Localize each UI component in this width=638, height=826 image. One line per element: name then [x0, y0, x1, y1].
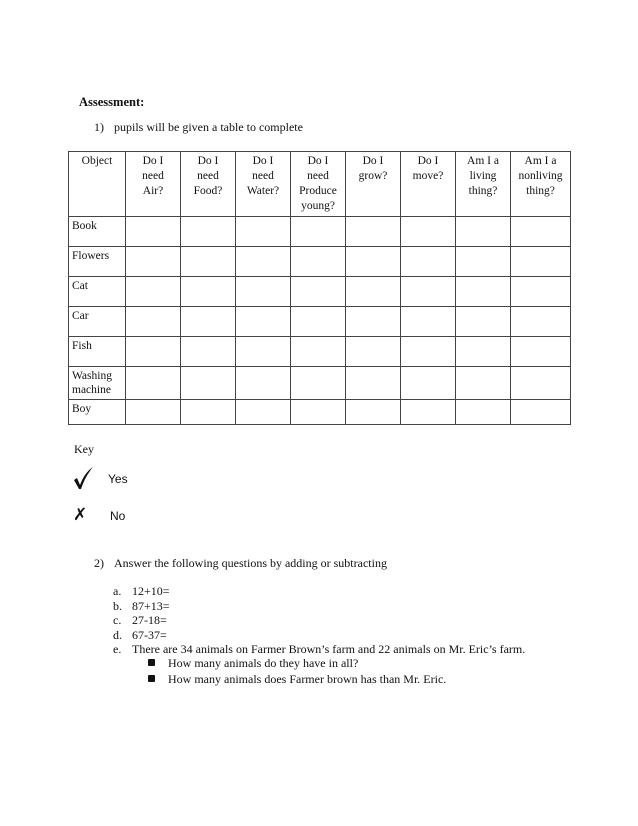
- question-letter: d.: [113, 627, 122, 642]
- question-item: [113, 613, 525, 628]
- question-text: 87+13=: [132, 598, 170, 613]
- object-cell: Washing machine: [69, 367, 126, 400]
- answer-cell[interactable]: [181, 337, 236, 367]
- table-header: [69, 152, 126, 217]
- table-row: [69, 337, 571, 367]
- answer-cell[interactable]: [181, 400, 236, 425]
- answer-cell[interactable]: [181, 247, 236, 277]
- table-header: [291, 152, 346, 217]
- list-number: 2): [94, 556, 104, 570]
- answer-cell[interactable]: [456, 337, 511, 367]
- answer-cell[interactable]: [346, 247, 401, 277]
- answer-cell[interactable]: [346, 367, 401, 400]
- question-text: There are 34 animals on Farmer Brown’s farm and 22 animals on Mr. Eric’s farm.: [132, 642, 526, 656]
- no-label: No: [110, 509, 126, 523]
- question-letter: b.: [113, 598, 122, 613]
- answer-cell[interactable]: [291, 247, 346, 277]
- answer-cell[interactable]: [401, 247, 456, 277]
- object-cell: Fish: [69, 337, 126, 367]
- question-letter: c.: [113, 613, 122, 627]
- object-cell: Car: [69, 307, 126, 337]
- answer-cell[interactable]: [291, 217, 346, 247]
- table-row: [69, 277, 571, 307]
- header-text: Do I move?: [412, 155, 444, 182]
- table-row: [69, 367, 571, 400]
- table-header: [126, 152, 181, 217]
- answer-cell[interactable]: [126, 307, 181, 337]
- question-item: [113, 599, 525, 614]
- answer-cell[interactable]: [401, 400, 456, 425]
- list-item-2: [94, 556, 387, 571]
- answer-cell[interactable]: [181, 217, 236, 247]
- answer-cell[interactable]: [511, 337, 571, 367]
- answer-cell[interactable]: [291, 367, 346, 400]
- header-text: Am I a living thing?: [467, 155, 499, 197]
- answer-cell[interactable]: [511, 307, 571, 337]
- answer-cell[interactable]: [346, 277, 401, 307]
- yes-label: Yes: [108, 472, 128, 486]
- assessment-heading: Assessment:: [79, 95, 145, 109]
- answer-cell[interactable]: [346, 307, 401, 337]
- answer-cell[interactable]: [126, 247, 181, 277]
- answer-cell[interactable]: [126, 400, 181, 425]
- bullet-text: How many animals does Farmer brown has than Mr. Eric.: [168, 672, 447, 686]
- header-text: Do I need Air?: [142, 155, 164, 197]
- table-row: [69, 247, 571, 277]
- bullet-icon: [148, 659, 155, 666]
- answer-cell[interactable]: [456, 367, 511, 400]
- table-header: [456, 152, 511, 217]
- answer-cell[interactable]: [126, 217, 181, 247]
- answer-cell[interactable]: [291, 277, 346, 307]
- object-cell: Cat: [69, 277, 126, 307]
- question-letter: e.: [113, 642, 122, 656]
- answer-cell[interactable]: [291, 337, 346, 367]
- answer-cell[interactable]: [181, 277, 236, 307]
- answer-cell[interactable]: [181, 307, 236, 337]
- answer-cell[interactable]: [126, 367, 181, 400]
- object-cell: Boy: [69, 400, 126, 425]
- bullet-list: [148, 655, 446, 687]
- answer-cell[interactable]: [236, 337, 291, 367]
- answer-cell[interactable]: [236, 277, 291, 307]
- answer-cell[interactable]: [291, 307, 346, 337]
- bullet-item: [148, 655, 446, 671]
- question-letter: a.: [113, 584, 122, 598]
- answer-cell[interactable]: [236, 217, 291, 247]
- answer-cell[interactable]: [511, 367, 571, 400]
- cross-icon: ✗: [73, 505, 88, 525]
- answer-cell[interactable]: [181, 367, 236, 400]
- answer-cell[interactable]: [456, 400, 511, 425]
- assessment-table: [68, 151, 571, 425]
- header-text: Do I need Produce young?: [299, 155, 337, 212]
- answer-cell[interactable]: [346, 337, 401, 367]
- question-text: 67-37=: [132, 627, 167, 642]
- list-item-1: [94, 120, 303, 135]
- answer-cell[interactable]: [346, 400, 401, 425]
- table-header: [236, 152, 291, 217]
- table-row: [69, 400, 571, 425]
- bullet-text: How many animals do they have in all?: [168, 656, 359, 670]
- question-item: [113, 584, 525, 599]
- answer-cell[interactable]: [401, 277, 456, 307]
- header-text: Am I a nonliving thing?: [518, 155, 563, 197]
- answer-cell[interactable]: [346, 217, 401, 247]
- answer-cell[interactable]: [511, 247, 571, 277]
- object-cell: Flowers: [69, 247, 126, 277]
- answer-cell[interactable]: [511, 400, 571, 425]
- table-header: [511, 152, 571, 217]
- list-item-text: Answer the following questions by adding or subtracting: [114, 556, 387, 570]
- header-text: Do I need Food?: [193, 155, 223, 197]
- answer-cell[interactable]: [236, 307, 291, 337]
- list-number: 1): [94, 120, 104, 134]
- bullet-icon: [148, 675, 155, 682]
- header-text: Do I grow?: [358, 155, 388, 182]
- answer-cell[interactable]: [511, 217, 571, 247]
- table-header: [346, 152, 401, 217]
- question-text: 27-18=: [132, 613, 167, 627]
- answer-cell[interactable]: [456, 217, 511, 247]
- answer-cell[interactable]: [236, 247, 291, 277]
- answer-cell[interactable]: [401, 337, 456, 367]
- answer-cell[interactable]: [401, 217, 456, 247]
- answer-cell[interactable]: [126, 337, 181, 367]
- table-header-row: [69, 152, 571, 217]
- object-cell: Book: [69, 217, 126, 247]
- table-row: [69, 307, 571, 337]
- answer-cell[interactable]: [511, 277, 571, 307]
- list-item-text: pupils will be given a table to complete: [114, 120, 303, 134]
- answer-cell[interactable]: [126, 277, 181, 307]
- table-header: [181, 152, 236, 217]
- table-row: [69, 217, 571, 247]
- question-text: 12+10=: [132, 584, 170, 598]
- answer-cell[interactable]: [456, 247, 511, 277]
- answer-cell[interactable]: [291, 400, 346, 425]
- answer-cell[interactable]: [456, 277, 511, 307]
- answer-cell[interactable]: [236, 400, 291, 425]
- question-list: [113, 584, 525, 657]
- answer-cell[interactable]: [401, 367, 456, 400]
- bullet-item: [148, 671, 446, 687]
- question-item: [113, 628, 525, 643]
- answer-cell[interactable]: [401, 307, 456, 337]
- answer-cell[interactable]: [236, 367, 291, 400]
- key-label: Key: [74, 442, 94, 456]
- header-text: Do I need Water?: [246, 155, 280, 197]
- answer-cell[interactable]: [456, 307, 511, 337]
- checkmark-icon: [72, 466, 94, 490]
- table-header: [401, 152, 456, 217]
- header-text: Object: [81, 155, 113, 167]
